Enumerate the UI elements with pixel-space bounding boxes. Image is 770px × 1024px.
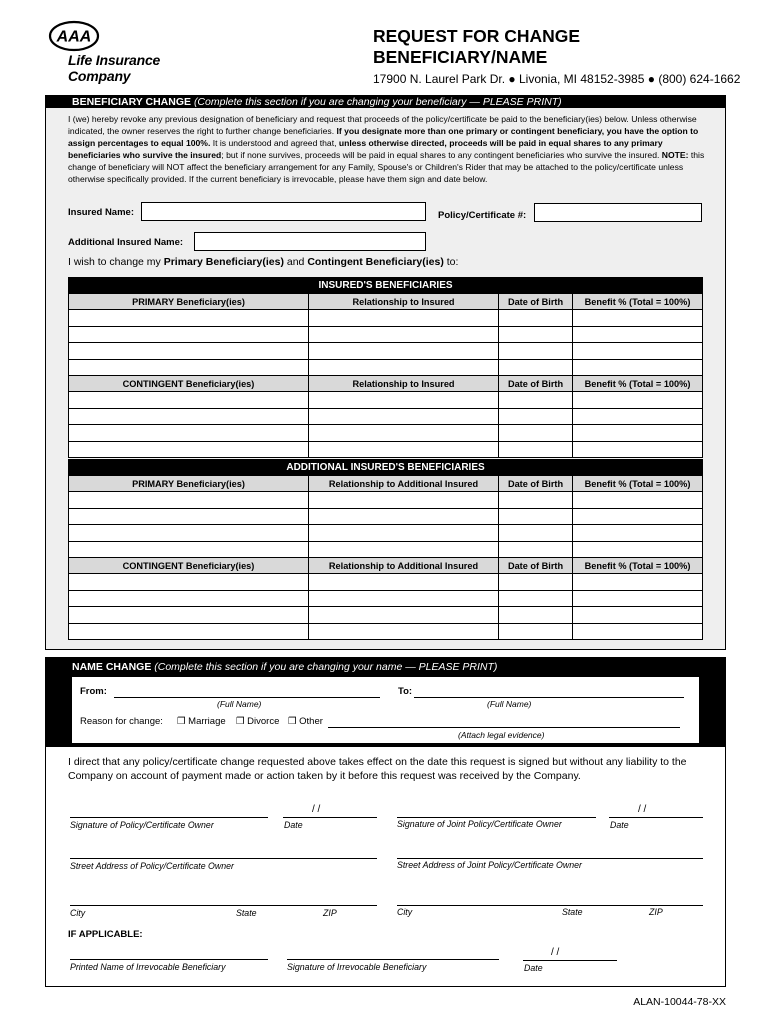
wish-bold-1: Primary Beneficiary(ies) xyxy=(163,256,284,268)
relationship-header: Relationship to Additional Insured xyxy=(309,558,499,574)
table-cell[interactable] xyxy=(69,310,309,327)
owner-city-caption: City xyxy=(70,908,86,918)
primary-beneficiary-header: PRIMARY Beneficiary(ies) xyxy=(69,294,309,310)
table-cell[interactable] xyxy=(499,392,573,409)
beneficiary-change-heading: BENEFICIARY CHANGE xyxy=(72,96,192,108)
table-cell[interactable] xyxy=(499,492,573,509)
table-cell[interactable] xyxy=(69,326,309,343)
table-cell[interactable] xyxy=(499,310,573,327)
table-cell[interactable] xyxy=(69,525,309,542)
title-line-1: REQUEST FOR CHANGE xyxy=(373,26,581,46)
table-row xyxy=(69,343,703,360)
intro-bold-3: NOTE: xyxy=(661,150,689,160)
table-cell[interactable] xyxy=(309,492,499,509)
table-cell[interactable] xyxy=(573,541,703,558)
table-row xyxy=(69,574,703,591)
table-cell[interactable] xyxy=(499,623,573,640)
aaa-oval-logo-icon xyxy=(48,20,100,52)
table-cell[interactable] xyxy=(499,425,573,442)
logo-line-2: Company xyxy=(68,68,131,84)
joint-city-caption: City xyxy=(397,907,413,917)
joint-address-line[interactable] xyxy=(397,858,703,859)
table-cell[interactable] xyxy=(309,310,499,327)
benefit-percent-header: Benefit % (Total = 100%) xyxy=(573,376,703,392)
date-of-birth-header: Date of Birth xyxy=(499,376,573,392)
table-row xyxy=(69,508,703,525)
table-cell[interactable] xyxy=(573,492,703,509)
joint-state-caption: State xyxy=(562,907,583,917)
joint-date-slashes: / / xyxy=(638,804,647,815)
table-row xyxy=(69,392,703,409)
intro-bold-2: unless otherwise directed, proceeds will be paid in equal shares to any primary beneficiaries who survive the insured xyxy=(68,138,663,160)
table-cell[interactable] xyxy=(309,574,499,591)
joint-zip-caption: ZIP xyxy=(649,907,663,917)
table-cell[interactable] xyxy=(573,574,703,591)
table-cell[interactable] xyxy=(309,607,499,624)
name-change-heading-bar xyxy=(72,661,497,673)
table-cell[interactable] xyxy=(499,574,573,591)
table-cell[interactable] xyxy=(309,359,499,376)
joint-date-line[interactable] xyxy=(609,817,703,818)
table-cell[interactable] xyxy=(69,623,309,640)
intro-part-4: this change of beneficiary will NOT affect the beneficiary arrangement for any Family, Spouse's or Children's Rider that may be attached to the policy/certificate unless otherwise specifically provided. If the current beneficiary is irrevocable, please have them sign and date below. xyxy=(68,150,705,184)
owner-address-caption: Street Address of Policy/Certificate Owner xyxy=(70,861,234,871)
irrevocable-date-line[interactable] xyxy=(523,960,617,961)
logo-line-1: Life Insurance xyxy=(68,52,161,68)
from-full-name-caption: (Full Name) xyxy=(217,699,262,709)
table-cell[interactable] xyxy=(499,359,573,376)
table-row xyxy=(69,359,703,376)
signature-section xyxy=(45,747,726,987)
table-cell[interactable] xyxy=(573,359,703,376)
table-cell[interactable] xyxy=(499,408,573,425)
joint-address-caption: Street Address of Joint Policy/Certificate Owner xyxy=(397,860,582,870)
insureds-beneficiaries-table xyxy=(68,277,703,458)
table-cell[interactable] xyxy=(69,408,309,425)
contingent-beneficiary-header: CONTINGENT Beneficiary(ies) xyxy=(69,558,309,574)
title-line-2: BENEFICIARY/NAME xyxy=(373,47,548,67)
intro-part-3: ; but if none survives, proceeds will be paid in equal shares to any contingent beneficiaries who survive the insured. xyxy=(221,150,662,160)
date-of-birth-header: Date of Birth xyxy=(499,476,573,492)
table-cell[interactable] xyxy=(69,541,309,558)
table-cell[interactable] xyxy=(499,525,573,542)
insured-name-label: Insured Name: xyxy=(68,207,134,218)
table-cell[interactable] xyxy=(69,492,309,509)
table-cell[interactable] xyxy=(69,607,309,624)
name-change-heading: NAME CHANGE xyxy=(72,661,152,673)
table-cell[interactable] xyxy=(309,541,499,558)
table-cell[interactable] xyxy=(309,343,499,360)
table-cell[interactable] xyxy=(69,508,309,525)
owner-date-caption: Date xyxy=(284,820,303,830)
owner-zip-caption: ZIP xyxy=(323,908,337,918)
table-cell[interactable] xyxy=(69,425,309,442)
benefit-percent-header: Benefit % (Total = 100%) xyxy=(573,294,703,310)
owner-signature-caption: Signature of Policy/Certificate Owner xyxy=(70,820,214,830)
date-of-birth-header: Date of Birth xyxy=(499,558,573,574)
marriage-checkbox[interactable]: ❒ Marriage xyxy=(177,716,226,727)
table-cell[interactable] xyxy=(309,408,499,425)
intro-bold-1: If you designate more than one primary or contingent beneficiary, you have the option to assign percentages to equal 100%. xyxy=(68,126,699,148)
intro-part-2: It is understood and agreed that, xyxy=(210,138,339,148)
owner-state-caption: State xyxy=(236,908,257,918)
table-cell[interactable] xyxy=(309,326,499,343)
additional-insured-input[interactable] xyxy=(194,232,426,251)
table-cell[interactable] xyxy=(499,590,573,607)
contingent-beneficiary-header: CONTINGENT Beneficiary(ies) xyxy=(69,376,309,392)
relationship-header: Relationship to Insured xyxy=(309,294,499,310)
table-cell[interactable] xyxy=(573,525,703,542)
benefit-percent-header: Benefit % (Total = 100%) xyxy=(573,476,703,492)
other-checkbox[interactable]: ❒ Other xyxy=(288,716,323,727)
relationship-header: Relationship to Insured xyxy=(309,376,499,392)
table-cell[interactable] xyxy=(69,441,309,458)
name-change-box xyxy=(72,677,699,743)
table-cell[interactable] xyxy=(573,590,703,607)
table-cell[interactable] xyxy=(69,359,309,376)
policy-number-label: Policy/Certificate #: xyxy=(438,210,527,221)
wish-part-1: I wish to change my xyxy=(68,256,164,268)
joint-signature-caption: Signature of Joint Policy/Certificate Owner xyxy=(397,819,562,829)
additional-insureds-beneficiaries-title: ADDITIONAL INSURED'S BENEFICIARIES xyxy=(69,460,703,476)
table-row xyxy=(69,326,703,343)
wish-part-2: and xyxy=(283,256,308,268)
beneficiary-intro-text xyxy=(68,113,708,185)
legal-evidence-caption: (Attach legal evidence) xyxy=(458,730,545,740)
owner-date-line[interactable] xyxy=(283,817,377,818)
table-cell[interactable] xyxy=(499,508,573,525)
benefit-percent-header: Benefit % (Total = 100%) xyxy=(573,558,703,574)
wish-bold-2: Contingent Beneficiary(ies) xyxy=(307,256,444,268)
irrevocable-date-caption: Date xyxy=(524,963,543,973)
from-name-line[interactable] xyxy=(114,697,380,698)
table-row xyxy=(69,623,703,640)
to-label: To: xyxy=(398,686,413,697)
primary-beneficiary-header: PRIMARY Beneficiary(ies) xyxy=(69,476,309,492)
table-row xyxy=(69,425,703,442)
table-cell[interactable] xyxy=(69,343,309,360)
owner-city-state-zip-line[interactable] xyxy=(70,905,377,906)
table-cell[interactable] xyxy=(69,574,309,591)
change-instruction xyxy=(68,256,458,268)
table-cell[interactable] xyxy=(573,441,703,458)
table-cell[interactable] xyxy=(573,607,703,624)
table-cell[interactable] xyxy=(309,590,499,607)
table-cell[interactable] xyxy=(573,408,703,425)
divorce-checkbox[interactable]: ❒ Divorce xyxy=(236,716,280,727)
name-change-note: (Complete this section if you are changing your name — PLEASE PRINT) xyxy=(154,661,498,673)
form-title xyxy=(373,26,580,68)
beneficiary-change-note: (Complete this section if you are changing your beneficiary — PLEASE PRINT) xyxy=(193,96,562,108)
table-row xyxy=(69,541,703,558)
irrevocable-date-slashes: / / xyxy=(551,947,560,958)
to-full-name-caption: (Full Name) xyxy=(487,699,532,709)
if-applicable-label: IF APPLICABLE: xyxy=(68,929,143,940)
owner-signature-line[interactable] xyxy=(70,817,268,818)
table-cell[interactable] xyxy=(573,623,703,640)
table-cell[interactable] xyxy=(309,508,499,525)
table-cell[interactable] xyxy=(573,392,703,409)
beneficiary-change-section xyxy=(45,95,726,650)
table-cell[interactable] xyxy=(573,326,703,343)
table-cell[interactable] xyxy=(499,326,573,343)
table-row xyxy=(69,525,703,542)
table-cell[interactable] xyxy=(309,441,499,458)
additional-insureds-beneficiaries-table xyxy=(68,459,703,640)
table-row xyxy=(69,492,703,509)
table-cell[interactable] xyxy=(499,441,573,458)
table-row xyxy=(69,408,703,425)
relationship-header: Relationship to Additional Insured xyxy=(309,476,499,492)
table-cell[interactable] xyxy=(573,425,703,442)
owner-address-line[interactable] xyxy=(70,858,377,859)
intro-part-1: I (we) hereby revoke any previous designation of beneficiary and request that proceeds of the policy/certificate be paid to the beneficiary(ies) below. Unless otherwise indicated, the owner reserves the right to further change beneficiaries. xyxy=(68,114,697,136)
table-cell[interactable] xyxy=(499,541,573,558)
joint-signature-line[interactable] xyxy=(397,817,596,818)
aaa-logo xyxy=(46,20,166,86)
table-row xyxy=(69,590,703,607)
insureds-beneficiaries-title: INSURED'S BENEFICIARIES xyxy=(69,278,703,294)
beneficiary-change-heading-bar xyxy=(46,96,725,108)
insured-name-input[interactable] xyxy=(141,202,426,221)
name-change-section xyxy=(45,657,726,747)
company-address: 17900 N. Laurel Park Dr. ● Livonia, MI 48152-3985 ● (800) 624-1662 xyxy=(373,72,741,86)
irrevocable-printed-name-line[interactable] xyxy=(70,959,268,960)
joint-date-caption: Date xyxy=(610,820,629,830)
irrevocable-printed-name-caption: Printed Name of Irrevocable Beneficiary xyxy=(70,962,226,972)
table-cell[interactable] xyxy=(573,343,703,360)
table-cell[interactable] xyxy=(69,392,309,409)
table-row xyxy=(69,607,703,624)
table-cell[interactable] xyxy=(499,343,573,360)
table-cell[interactable] xyxy=(309,525,499,542)
table-row xyxy=(69,441,703,458)
additional-insured-label: Additional Insured Name: xyxy=(68,237,184,248)
from-label: From: xyxy=(80,686,107,697)
policy-number-input[interactable] xyxy=(534,203,702,222)
wish-part-3: to: xyxy=(443,256,459,268)
to-name-line[interactable] xyxy=(414,697,684,698)
logo-mark-text: AAA xyxy=(56,28,92,46)
irrevocable-signature-line[interactable] xyxy=(287,959,499,960)
table-cell[interactable] xyxy=(573,310,703,327)
table-cell[interactable] xyxy=(499,607,573,624)
table-cell[interactable] xyxy=(309,425,499,442)
owner-date-slashes: / / xyxy=(312,804,321,815)
irrevocable-signature-caption: Signature of Irrevocable Beneficiary xyxy=(287,962,427,972)
table-cell[interactable] xyxy=(69,590,309,607)
table-row xyxy=(69,310,703,327)
table-cell[interactable] xyxy=(309,392,499,409)
table-cell[interactable] xyxy=(309,623,499,640)
reason-label: Reason for change: xyxy=(80,716,163,727)
authorization-text: I direct that any policy/certificate change requested above takes effect on the date this request is signed but without any liability to the Company on account of payment made or action taken by it before this request was received by the Company. xyxy=(68,756,687,782)
table-cell[interactable] xyxy=(573,508,703,525)
date-of-birth-header: Date of Birth xyxy=(499,294,573,310)
other-reason-line[interactable] xyxy=(328,727,680,728)
joint-city-state-zip-line[interactable] xyxy=(397,905,703,906)
form-number: ALAN-10044-78-XX xyxy=(633,996,726,1008)
